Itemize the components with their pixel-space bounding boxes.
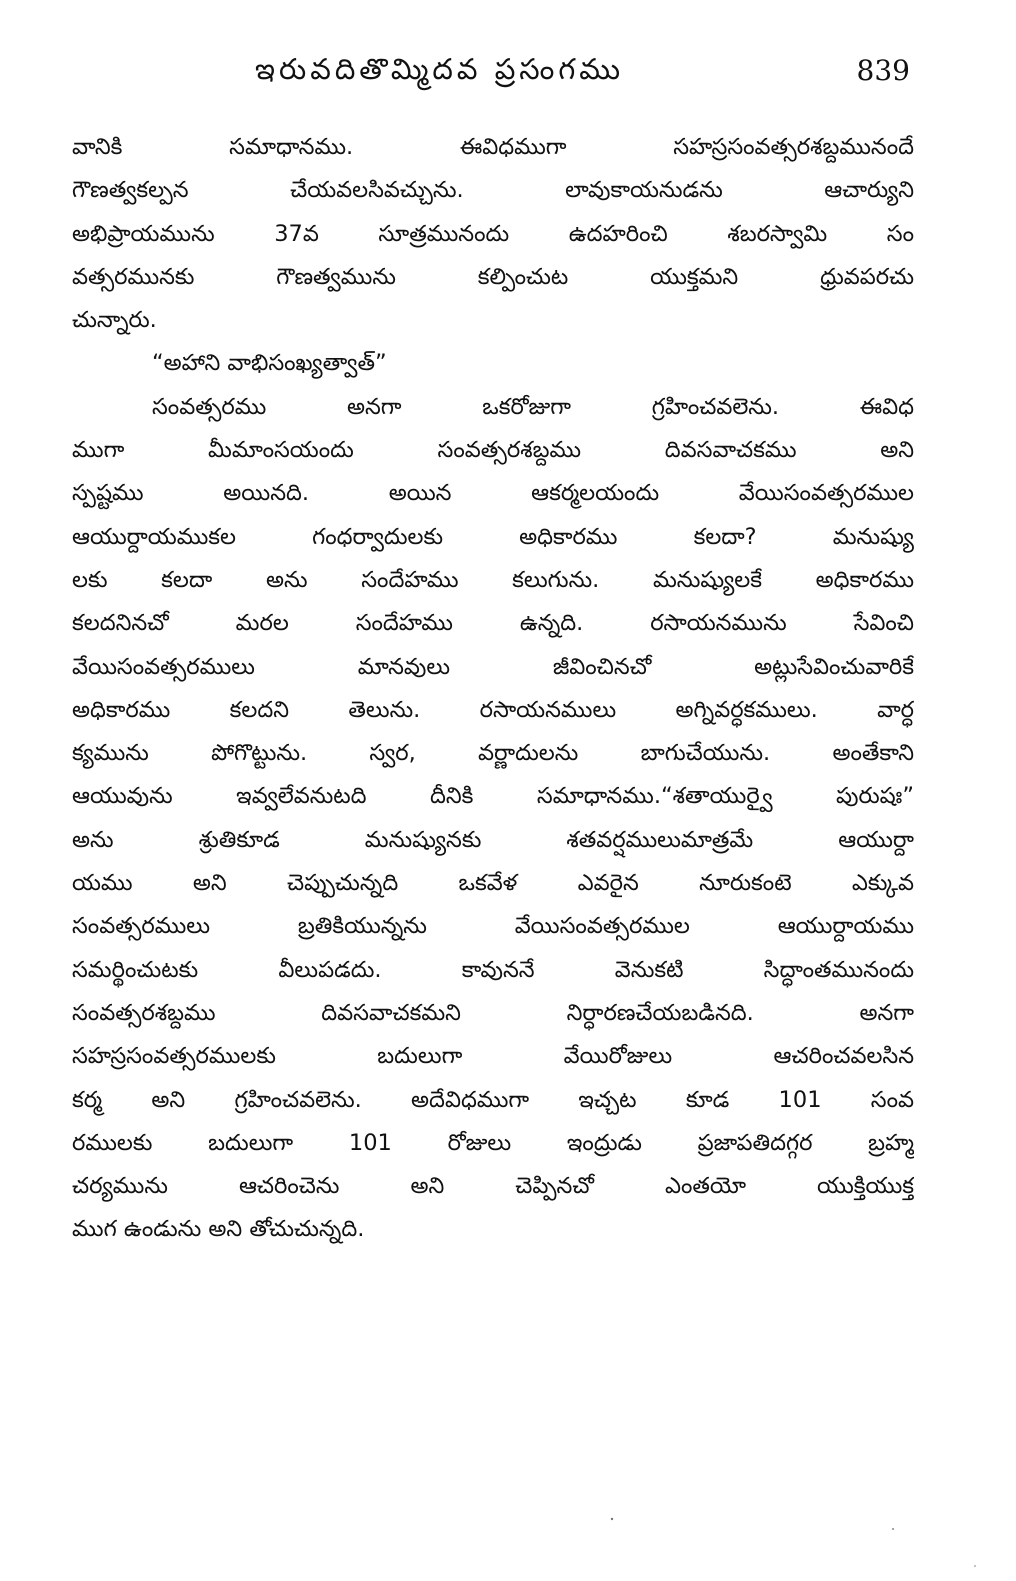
text-line: కర్మ అని గ్రహించవలెను. అదేవిధముగా ఇచ్చట కూడ 101 సంవ — [72, 1086, 914, 1113]
page-number: 839 — [856, 54, 910, 87]
chapter-title: ఇరువదితొమ్మిదవ ప్రసంగము — [255, 52, 624, 86]
text-line: సంవత్సరశబ్దము దివసవాచకమని నిర్ధారణచేయబడినది. అనగా — [72, 999, 914, 1026]
text-line: ఆయుర్దాయముకల గంధర్వాదులకు అధికారము కలదా? మనుష్యు — [72, 523, 914, 550]
text-line: అను శ్రుతికూడ మనుష్యునకు శతవర్షములుమాత్రమే ఆయుర్దా — [72, 826, 914, 853]
quoted-sutra: “అహాని వాభిసంఖ్యత్వాత్” — [152, 350, 387, 377]
text-line: లకు కలదా అను సందేహము కలుగును. మనుష్యులకే అధికారము — [72, 566, 914, 593]
text-line: గౌణత్వకల్పన చేయవలసివచ్చును. లావుకాయనుడను ఆచార్యుని — [72, 177, 914, 204]
text-line: ఆయువును ఇవ్వలేవనుటది దీనికి సమాధానము.“శతాయుర్వై పురుషః” — [72, 783, 914, 810]
text-line: ముగ ఉండును అని తోచుచున్నది. — [72, 1216, 365, 1243]
text-line: సంవత్సరము అనగా ఒకరోజుగా గ్రహించవలెను. ఈవిధ — [152, 393, 914, 420]
text-line: అధికారము కలదని తెలును. రసాయనములు అగ్నివర్ధకములు. వార్ధ — [72, 696, 914, 723]
text-line: రములకు బదులుగా 101 రోజులు ఇంద్రుడు ప్రజాపతిదగ్గర బ్రహ్మ — [72, 1129, 914, 1156]
text-line: వేయిసంవత్సరములు మానవులు జీవించినచో అట్లుసేవించువారికే — [72, 653, 914, 680]
body-text — [72, 126, 914, 1252]
text-line: కలదనినచో మరల సందేహము ఉన్నది. రసాయనమును సేవించి — [72, 610, 914, 637]
text-line: వత్సరమునకు గౌణత్వమును కల్పించుట యుక్తమని ధ్రువపరచు — [72, 263, 914, 290]
text-line: ముగా మీమాంసయందు సంవత్సరశబ్దము దివసవాచకము అని — [72, 437, 914, 464]
text-line: సహస్రసంవత్సరములకు బదులుగా వేయిరోజులు ఆచరించవలసిన — [72, 1043, 914, 1070]
text-line: అభిప్రాయమును 37వ సూత్రమునందు ఉదహరించి శబరస్వామి సం — [72, 220, 914, 247]
text-line: చర్యమును ఆచరించెను అని చెప్పినచో ఎంతయో యుక్తియుక్త — [72, 1173, 914, 1200]
text-line: చున్నారు. — [72, 307, 157, 334]
text-line: క్యమును పోగొట్టును. స్వర, వర్ణాదులను బాగుచేయును. అంతేకాని — [72, 740, 914, 767]
text-line: సమర్థించుటకు వీలుపడదు. కావుననే వెనుకటి సిద్ధాంతమునందు — [72, 956, 914, 983]
text-line: స్పష్టము అయినది. అయిన ఆకర్మలయందు వేయిసంవత్సరముల — [72, 480, 914, 507]
text-line: యము అని చెప్పుచున్నది ఒకవేళ ఎవరైన నూరుకంటె ఎక్కువ — [72, 870, 914, 897]
text-line: సంవత్సరములు బ్రతికియున్నను వేయిసంవత్సరముల ఆయుర్దాయము — [72, 913, 914, 940]
text-line: వానికి సమాధానము. ఈవిధముగా సహస్రసంవత్సరశబ్దమునందే — [72, 134, 914, 160]
running-header — [70, 52, 910, 96]
